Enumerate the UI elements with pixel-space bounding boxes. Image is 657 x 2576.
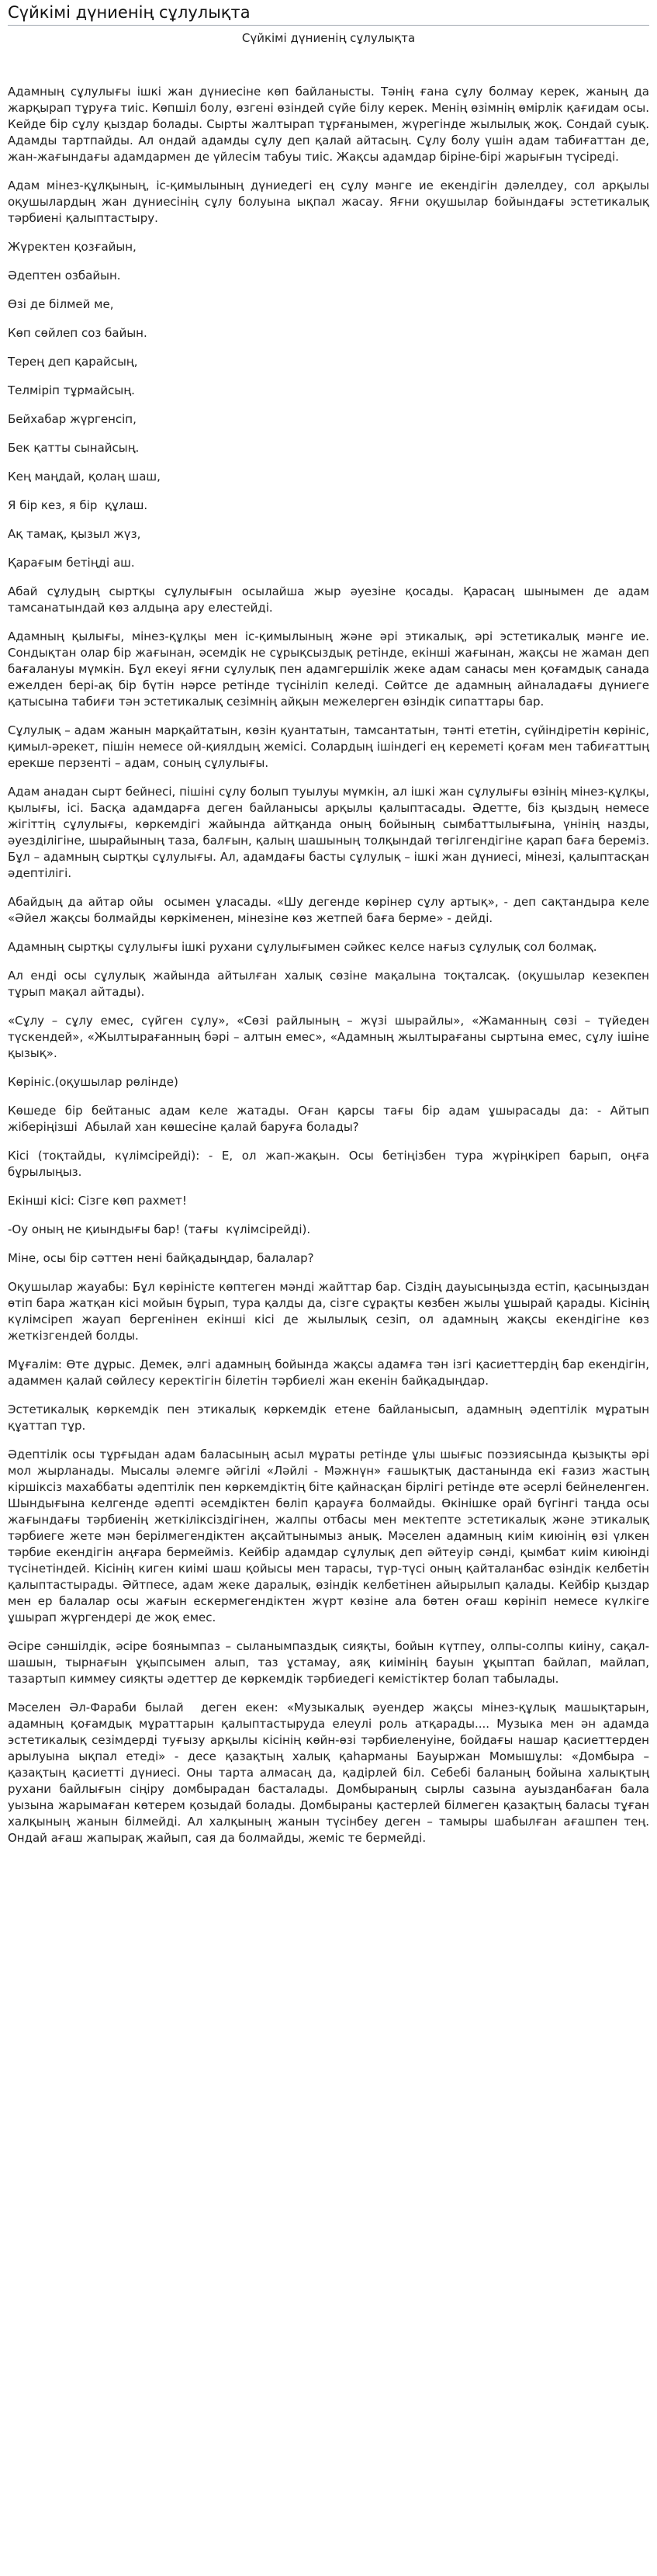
paragraph: Міне, осы бір сәттен нені байқадыңдар, балалар? (8, 1251, 314, 1265)
verse-line: Көп сөйлеп соз байын. (8, 326, 147, 340)
paragraph: Кісі (тоқтайды, күлімсірейді): - Е, ол жап-жақын. Осы бетіңізбен тура жүріңкіреп барып, оңға бұрылыңыз. (8, 1149, 653, 1179)
verse-line: Телміріп тұрмайсың. (8, 383, 135, 397)
paragraph: Мұғалім: Өте дұрыс. Демек, әлгі адамның бойында жақсы адамға тән ізгі қасиеттердің бар екендігін, адаммен қалай сөйлесу керектігін білетін тәрбиелі жан екенін байқадыңдар. (8, 1357, 653, 1388)
paragraph: Екінші кісі: Сізге көп рахмет! (8, 1194, 187, 1208)
paragraph: Көрініс.(оқушылар рөлінде) (8, 1075, 178, 1089)
verse-line: Я бір кез, я бір құлаш. (8, 498, 148, 512)
verse-line: Кең маңдай, қолаң шаш, (8, 470, 161, 484)
verse-line: Терең деп қарайсың, (8, 355, 138, 369)
paragraph: Эстетикалық көркемдік пен этикалық көркемдік етене байланысып, адамның әдептілік мұратын құаттап тұр. (8, 1402, 653, 1433)
article-body (8, 84, 653, 1846)
paragraph: Адам мінез-құлқының, іс-қимылының дүниедегі ең сұлу мәнге ие екендігін дәлелдеу, сол арқылы оқушылардың жан дүниесінің сұлу болуына ықпал жасау. Яғни оқушылар бойындағы эстетикалық тәрбиені қалыптастыру. (8, 179, 653, 225)
paragraph: «Сұлу – сұлу емес, сүйген сұлу», «Сөзі райлының – жүзі шырайлы», «Жаманның сөзі – түйеден түскендей», «Жылтырағанның бәрі – алтын емес», «Адамның жылтырағаны сыртына емес, сұлу ішіне қызық». (8, 1014, 653, 1060)
paragraph: Әсіре сәншілдік, әсіре боянымпаз – сыланымпаздық сияқты, бойын күтпеу, олпы-солпы киіну, сақал-шашын, тырнағын ұқыпсымен алып, таз ұстамау, аяқ киімінің бауын ұқыптап байлап, майлап, тазартып киммеу сияқты әдеттер де көркемдік тәрбиедегі кемістіктер болап табылады. (8, 1639, 653, 1686)
verse-line: Бейхабар жүргенсіп, (8, 412, 137, 426)
paragraph: Мәселен Әл-Фараби былай деген екен: «Музыкалық әуендер жақсы мінез-құлық машықтарын, адамның қоғамдық мұраттарын қалыптастыруда елеулі роль атқарады.... Музыка мен ән адамда эстетикалық сезімдерді туғызу арқылы кісінің көйн-өзі тәрбиеленуіне, бойдағы нашар қасиеттерден арылуына ықпал етеді» - десе қазақтың халық қаһарманы Бауыржан Момышұлы: «Домбыра – қазақтың қасиетті дүниесі. Оны тарта алмасаң да, қадірлей біл. Себебі баланың бойына халықтың рухани байлығын сіңіру домбырадан басталады. Домбыраның сырлы сазына ауызданбаған бала уызына жарымаған көтерем қозыдай болады. Домбыраны қастерлей білмеген қазақтың баласы тұған халқының жанын білмейді. Ал халқының жанын түсінбеу деген – тамыры шабылған ағашпен тең. Ондай ағаш жапырақ жайып, сая да болмайды, жеміс те бермейді. (8, 1701, 653, 1845)
page-subtitle: Сүйкімі дүниенің сұлулықта (241, 31, 416, 45)
verse-line: Жүректен қозғайын, (8, 240, 137, 254)
verse-line: Әдептен озбайын. (8, 269, 121, 283)
verse-line: Қарағым бетіңді аш. (8, 556, 135, 570)
paragraph: Көшеде бір бейтаныс адам келе жатады. Оған қарсы тағы бір адам ұшырасады да: - Айтып жіберіңізші Абылай хан көшесіне қалай баруға болады? (8, 1104, 653, 1134)
paragraph: Сұлулық – адам жанын марқайтатын, көзін қуантатын, тамсантатын, тәнті ететін, сүйіндіретін көрініс, қимыл-әрекет, пішін немесе ой-қиялдың жемісі. Солардың ішіндегі ең кереметі қоғам мен табиғаттың ерекше перзенті – адам, соның сұлулығы. (8, 723, 653, 770)
paragraph: Оқушылар жауабы: Бұл көріністе көптеген мәнді жайттар бар. Сіздің дауысыңызда естіп, қасыңыздан өтіп бара жатқан кісі мойын бұрып, тура қалды да, сізге сұрақты көзбен жылы ұшырай қарады. Кісінің күлімсіреп жауап бергенінен екінші кісі де жылылық сезіп, ол адамның жақсы екендігіне көз жеткізгендей болды. (8, 1280, 653, 1343)
paragraph: Адам анадан сырт бейнесі, пішіні сұлу болып туылуы мүмкін, ал ішкі жан сұлулығы өзінің мінез-құлқы, қылығы, ісі. Басқа адамдарға деген байланысы арқылы қалыптасады. Әдетте, біз қыздың немесе жігіттің сұлулығы, көркемдігі жайында айтқанда оның бойының сымбаттылығына, үнінің назды, әуезділігіне, шырайының таза, балғын, қалың шашының толқындай төгілгендігіне қарап баға береміз. Бұл – адамның сыртқы сұлулығы. Ал, адамдағы басты сұлулық – ішкі жан дүниесі, мінезі, қалыптасқан әдептілігі. (8, 785, 653, 880)
verse-line: Өзі де білмей ме, (8, 297, 114, 311)
verse-line: Ақ тамақ, қызыл жүз, (8, 527, 141, 541)
paragraph: Адамның сыртқы сұлулығы ішкі рухани сұлулығымен сәйкес келсе нағыз сұлулық сол болмақ. (8, 940, 597, 954)
paragraph: Абайдың да айтар ойы осымен ұласады. «Шу дегенде көрінер сұлу артық», - деп сақтандыра келе «Әйел жақсы болмайды көркіменен, мінезіне көз жетпей баға берме» - дейді. (8, 895, 653, 925)
page-title: Сүйкімі дүниенің сұлулықта (8, 2, 649, 26)
paragraph: Әдептілік осы тұрғыдан адам баласының асыл мұраты ретінде ұлы шығыс поэзиясында қызықты әрі мол жырланады. Мысалы әлемге әйгілі «Ләйлі - Мәжнүн» ғашықтық дастанында екі ғазиз жастың кіршіксіз махаббаты әдептілік пен көркемдіктің біте қайнасқан бірлігі ретінде өте әсерлі бейнеленген. Шындығына келгенде әдепті әсемдіктен бөліп қарауға болмайды. Өкінішке орай бүгінгі таңда осы жағындағы тәрбиенің жеткіліксіздігінен, жалпы отбасы мен мектепте эстетикалық және этикалық тәрбиеге жете мән берілмегендіктен ақсайтынымыз анық. Мәселен адамның киім киюінің өзі үлкен тәрбие екендігін аңғара бермейміз. Кейбір адамдар сұлулық деп әйтеуір сәнді, қымбат киім киюінді түсінетіндей. Кісінің киген киімі шаш қойысы мен тарасы, түр-түсі оның қайталанбас өзіндік келбетін қалыптастырады. Әйтпесе, адам жеке даралық, өзіндік келбетінен айырылып қалады. Кейбір қыздар мен ер балалар осы жағын ескермегендіктен жүрт көзіне ала бөтен оғаш көрініп немесе күлкіге ұшырап жүргендері де жоқ емес. (8, 1447, 653, 1624)
verse-line: Бек қатты сынайсың. (8, 441, 140, 455)
paragraph: Адамның сұлулығы ішкі жан дүниесіне көп байланысты. Тәнің ғана сұлу болмау керек, жаның да жарқырап тұруға тиіс. Көпшіл болу, өзгені өзіндей сүйе білу керек. Менің өзімнің өмірлік қағидам осы. Кейде бір сұлу қыздар болады. Сырты жалтырап тұрғанымен, жүрегінде жылылық жоқ. Сондай суық. Адамды тартпайды. Ал ондай адамды сұлу деп қалай айтасың. Сұлу болу үшін адам табиғаттан де, жан-жағындағы адамдармен де үйлесім табуы тиіс. Жақсы адамдар біріне-бірі жарығын түсіреді. (8, 85, 653, 164)
paragraph: -Оу оның не қиындығы бар! (тағы күлімсірейді). (8, 1222, 311, 1236)
paragraph: Ал енді осы сұлулық жайында айтылған халық сөзіне мақалына тоқталсақ. (оқушылар кезекпен тұрып мақал айтады). (8, 969, 653, 999)
paragraph: Адамның қылығы, мінез-құлқы мен іс-қимылының және әрі этикалық, әрі эстетикалық мәнге ие. Сондықтан олар бір жағынан, әсемдік не сұрықсыздық ретінде, екінші жағынан, жақсы не жаман деп бағалануы мүмкін. Бұл екеуі яғни сұлулық пен адамгершілік жеке адам санасы мен қоғамдық санада ежелден бері-ақ бір бүтін нәрсе ретінде түсініліп келеді. Сөйтсе де адамның айналадағы дүниеге қатысына табиғи тән эстетикалық сезімнің айқын межелерген өзіндік сипаттары бар. (8, 629, 653, 709)
paragraph: Абай сұлудың сыртқы сұлулығын осылайша жыр әуезіне қосады. Қарасаң шынымен де адам тамсанатындай көз алдыңа ару елестейді. (8, 584, 653, 615)
